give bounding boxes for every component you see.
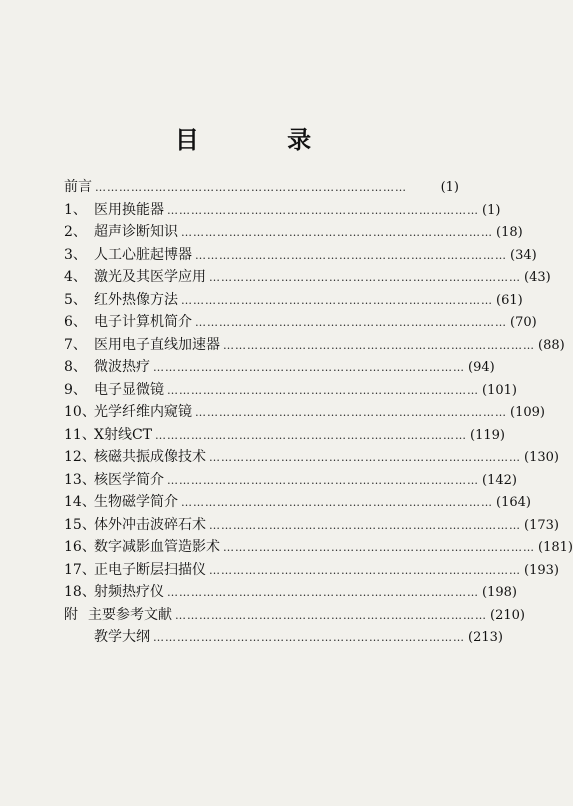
toc-number: 17、: [64, 561, 96, 578]
toc-page-number: (181): [538, 540, 573, 555]
toc-page-number: (210): [490, 607, 525, 623]
toc-number: 6、: [64, 314, 87, 330]
leader-dots: ……………………………………………………………………: [209, 518, 521, 532]
leader-dots: ……………………………………………………………………: [195, 248, 507, 262]
leader-dots: ……………………………………………………………………: [175, 608, 487, 622]
toc-label: 红外热像方法: [94, 291, 178, 308]
leader-dots: ……………………………………………………………………: [223, 541, 535, 554]
toc-number: 16、: [64, 539, 96, 555]
toc-number: 4、: [64, 269, 87, 285]
toc-row: [64, 446, 559, 469]
leader-dots: ……………………………………………………………………: [181, 293, 493, 307]
toc-label: 超声诊断知识: [94, 224, 178, 240]
toc-label: 前言: [64, 179, 92, 195]
leader-dots: ……………………………………………………………………: [167, 586, 479, 599]
toc-label: 正电子断层扫描仪: [94, 561, 206, 578]
toc-page-number: (142): [482, 472, 517, 488]
toc-page-number: (34): [510, 247, 537, 263]
leader-dots: ……………………………………………………………………: [95, 181, 407, 194]
toc-number: 8、: [64, 359, 87, 375]
toc-label: 电子计算机简介: [94, 314, 192, 330]
toc-label: 电子显微镜: [94, 381, 164, 398]
toc-number: 7、: [64, 336, 87, 353]
toc-page-number: (198): [482, 585, 517, 600]
toc-page-number: (213): [468, 630, 503, 645]
toc-label: 数字减影血管造影术: [94, 539, 220, 555]
toc-label: 光学纤维内窥镜: [94, 404, 192, 420]
toc-page-number: (70): [510, 315, 537, 330]
leader-dots: ……………………………………………………………………: [195, 406, 507, 419]
toc-row: [64, 199, 501, 222]
toc-label: 核医学简介: [94, 471, 164, 488]
leader-dots: ……………………………………………………………………: [167, 383, 479, 397]
leader-dots: ……………………………………………………………………: [195, 316, 507, 329]
toc-number: 5、: [64, 291, 87, 308]
toc-number: 12、: [64, 449, 96, 465]
page-title: 目 录: [174, 125, 352, 154]
leader-dots: ……………………………………………………………………: [181, 226, 493, 239]
toc-row: [64, 469, 517, 492]
toc-label: 微波热疗: [94, 359, 150, 375]
toc-label: 主要参考文献: [88, 606, 172, 623]
leader-dots: ……………………………………………………………………: [153, 631, 465, 644]
toc-row: [64, 401, 545, 424]
toc-page-number: (109): [510, 405, 545, 420]
toc-number: 3、: [64, 246, 87, 263]
toc-label: 人工心脏起博器: [94, 246, 192, 263]
toc-row: [64, 221, 523, 244]
toc-label: 体外冲击波碎石术: [94, 516, 206, 533]
toc-label: 教学大纲: [94, 629, 150, 645]
leader-dots: ……………………………………………………………………: [209, 271, 521, 284]
toc-row: [64, 356, 495, 379]
leader-dots: ……………………………………………………………………: [155, 428, 468, 442]
leader-dots: ……………………………………………………………………: [209, 451, 521, 464]
toc-row: [64, 536, 573, 559]
toc-row: [64, 424, 505, 447]
toc-number: 13、: [64, 471, 96, 488]
toc-row: [64, 266, 551, 289]
toc-label: 激光及其医学应用: [94, 269, 206, 285]
toc-page-number: (61): [496, 292, 523, 308]
appendix-marker: 附: [64, 606, 78, 623]
toc-row: [64, 514, 559, 537]
toc-row: [64, 581, 517, 604]
toc-number: 18、: [64, 584, 96, 600]
toc-page-number: (193): [524, 562, 559, 578]
toc-page-number: (94): [468, 360, 495, 375]
toc-row-appendix: [64, 604, 525, 627]
toc-page-number: (1): [482, 202, 501, 218]
toc-row: [64, 491, 531, 514]
toc-row: [64, 289, 523, 312]
toc-page-number: (1): [440, 180, 459, 195]
table-of-contents: [64, 176, 573, 649]
toc-label: 射频热疗仪: [94, 584, 164, 600]
toc-row-appendix: [64, 626, 503, 649]
toc-page-number: (18): [496, 225, 523, 240]
toc-page-number: (43): [524, 270, 551, 285]
toc-row: [64, 311, 537, 334]
toc-row: [64, 379, 517, 402]
leader-dots: ……………………………………………………………………: [167, 203, 479, 217]
toc-number: 15、: [64, 516, 96, 533]
toc-page-number: (164): [496, 495, 531, 510]
toc-label: 核磁共振成像技术: [94, 449, 206, 465]
toc-row: [64, 334, 565, 357]
toc-number: 11、: [64, 426, 96, 443]
toc-page-number: (88): [538, 337, 565, 353]
toc-row: [64, 559, 559, 582]
leader-dots: ……………………………………………………………………: [167, 473, 479, 487]
leader-dots: ……………………………………………………………………: [209, 563, 521, 577]
toc-number: 14、: [64, 494, 96, 510]
toc-number: 9、: [64, 381, 87, 398]
toc-page-number: (130): [524, 450, 559, 465]
toc-row: [64, 244, 537, 267]
toc-label: 医用换能器: [94, 201, 164, 218]
toc-number: 1、: [64, 201, 87, 218]
toc-label: 生物磁学简介: [94, 494, 178, 510]
toc-number: 2、: [64, 224, 87, 240]
toc-number: 10、: [64, 404, 96, 420]
leader-dots: ……………………………………………………………………: [223, 338, 535, 352]
toc-label: X射线CT: [94, 426, 153, 443]
toc-page-number: (101): [482, 382, 517, 398]
toc-page-number: (119): [470, 427, 505, 443]
toc-row-preface: [64, 176, 459, 199]
leader-dots: ……………………………………………………………………: [181, 496, 493, 509]
toc-label: 医用电子直线加速器: [94, 336, 220, 353]
leader-dots: ……………………………………………………………………: [153, 361, 465, 374]
toc-page-number: (173): [524, 517, 559, 533]
